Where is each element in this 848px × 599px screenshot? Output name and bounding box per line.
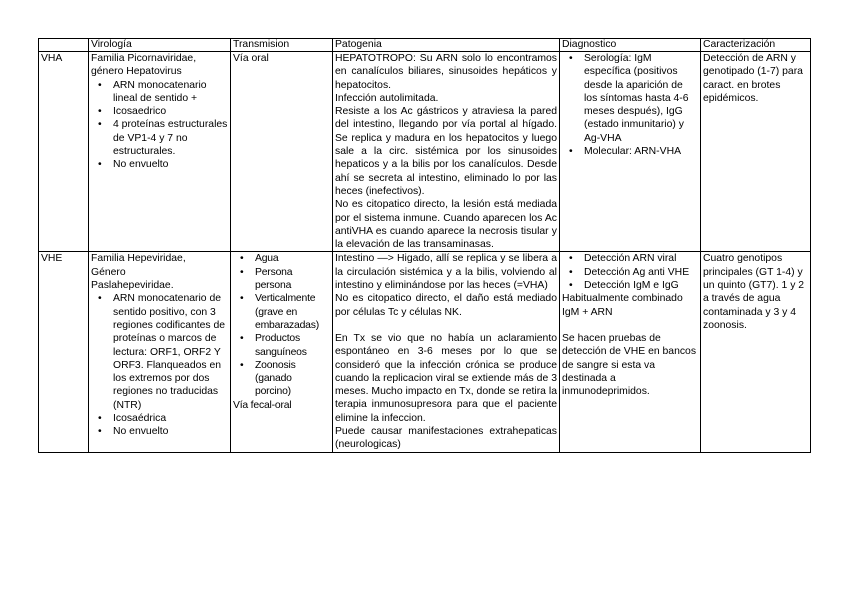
list-item: • Productos sanguíneos: [255, 332, 330, 359]
diagnostico-list: [562, 252, 698, 292]
virologia-list: [91, 79, 228, 172]
cell-diagnostico-vhe: [560, 252, 701, 452]
list-item: • Icosaedrico: [113, 105, 228, 118]
virologia-intro: Familia Picornaviridae,: [91, 53, 197, 64]
caracterizacion-text: Cuatro genotipos principales (GT 1-4) y un quinto (GT7). 1 y 2 a través de agua contaminada y 3 y 4 zoonosis.: [703, 253, 805, 331]
cell-virologia-vha: [89, 52, 231, 252]
list-item: • Detección ARN viral: [584, 252, 698, 265]
list-item: • ARN monocatenario de sentido positivo, con 3 regiones codificantes de proteínas o marcos de lectura: ORF1, ORF2 Y ORF3. Flanqueados en los extremos por dos regiones no traducidas (NTR): [113, 292, 228, 412]
virologia-intro: género Hepatovirus: [91, 66, 182, 78]
patogenia-paragraph: Resiste a los Ac gástricos y atraviesa la pared del intestino, llegando por vía portal al hígado. Se replica y madura en los hepatocitos y luego sale a la circ. sistémica por los sinusoides hepaticos y a la bilis por los canalículos. Desde ahí se secreta al intestino, eliminado lo por las heces (inefectivos).: [335, 106, 557, 197]
virologia-intro: Género: [91, 266, 126, 278]
header-diagnostico: Diagnostico: [560, 39, 701, 52]
header-virologia: Virología: [89, 39, 231, 52]
virologia-intro: Familia Hepeviridae,: [91, 253, 186, 265]
cell-patogenia-vhe: [333, 252, 560, 452]
patogenia-paragraph: No es citopatico directo, el daño está mediado por células Tc y células NK.: [335, 293, 557, 318]
header-caracterizacion: Caracterización: [701, 39, 811, 52]
virologia-intro: Paslahepeviridae.: [91, 280, 174, 292]
list-item: • Persona persona: [255, 266, 330, 293]
list-item: • No envuelto: [113, 425, 228, 438]
list-item: • Agua: [255, 252, 330, 265]
patogenia-paragraph: Intestino —> Higado, allí se replica y se libera a la circulación sistémica y a la bilis, volviendo al intestino y eliminándose por las heces (=VHA): [335, 253, 557, 292]
transmision-text: Vía oral: [233, 53, 269, 64]
cell-transmision-vha: [231, 52, 333, 252]
list-item: • Detección IgM e IgG: [584, 279, 698, 292]
diagnostico-list: [562, 52, 698, 158]
list-item: • Icosaédrica: [113, 412, 228, 425]
header-row: [39, 39, 811, 52]
list-item: • Molecular: ARN-VHA: [584, 145, 698, 158]
cell-transmision-vhe: [231, 252, 333, 452]
patogenia-paragraph: Infección autolimitada.: [335, 92, 439, 104]
cell-diagnostico-vha: [560, 52, 701, 252]
list-item: • ARN monocatenario lineal de sentido +: [113, 79, 228, 106]
patogenia-paragraph: HEPATOTROPO: Su ARN solo lo encontramos en canalículos biliares, sinusoides hepáticos y hepatocitos.: [335, 53, 557, 91]
header-transmision: Transmision: [231, 39, 333, 52]
diagnostico-text: Habitualmente combinado IgM + ARN: [562, 293, 683, 318]
list-item: • 4 proteínas estructurales de VP1-4 y 7 no estructurales.: [113, 118, 228, 158]
table-row-vha: [39, 52, 811, 252]
list-item: • Detección Ag anti VHE: [584, 266, 698, 279]
table-row-vhe: [39, 252, 811, 452]
transmision-text: Vía fecal-oral: [233, 399, 292, 411]
patogenia-paragraph: En Tx se vio que no había un aclaramiento espontáneo en 3-6 meses por lo que se consideró que la infección crónica se produce cuando la replicacion viral se extiende más de 3 meses. Mucho impacto en Tx, donde se retira la terapia inmunosupresora para que el paciente elimine la infeccion.: [335, 332, 557, 424]
list-item: • No envuelto: [113, 158, 228, 171]
cell-caracterizacion-vha: [701, 52, 811, 252]
cell-caracterizacion-vhe: [701, 252, 811, 452]
cell-virologia-vhe: [89, 252, 231, 452]
patogenia-paragraph: Puede causar manifestaciones extrahepaticas (neurologicas): [335, 426, 557, 451]
list-item: • Serología: IgM específica (positivos desde la aparición de los síntomas hasta 4-6 meses después), IgG (estado inmunitario) y Ag-VHA: [584, 52, 698, 145]
pathology-table: [38, 38, 811, 453]
row-label-vha: VHA: [39, 52, 89, 252]
header-empty: [39, 39, 89, 52]
list-item: • Zoonosis (ganado porcino): [255, 359, 330, 399]
list-item: • Verticalmente (grave en embarazadas): [255, 292, 330, 332]
row-label-vhe: VHE: [39, 252, 89, 452]
virologia-list: [91, 292, 228, 438]
patogenia-paragraph: No es citopatico directo, la lesión está mediada por el sistema inmune. Cuando aparecen los Ac antiVHA es cuando aparece la necrosis tisular y la elevación de las transaminasas.: [335, 199, 557, 251]
cell-patogenia-vha: [333, 52, 560, 252]
header-patogenia: Patogenia: [333, 39, 560, 52]
transmision-list: [233, 252, 330, 398]
caracterizacion-text: Detección de ARN y genotipado (1-7) para caract. en brotes epidémicos.: [703, 53, 803, 104]
diagnostico-text: Se hacen pruebas de detección de VHE en bancos de sangre si esta va destinada a inmunodeprimidos.: [562, 332, 697, 398]
